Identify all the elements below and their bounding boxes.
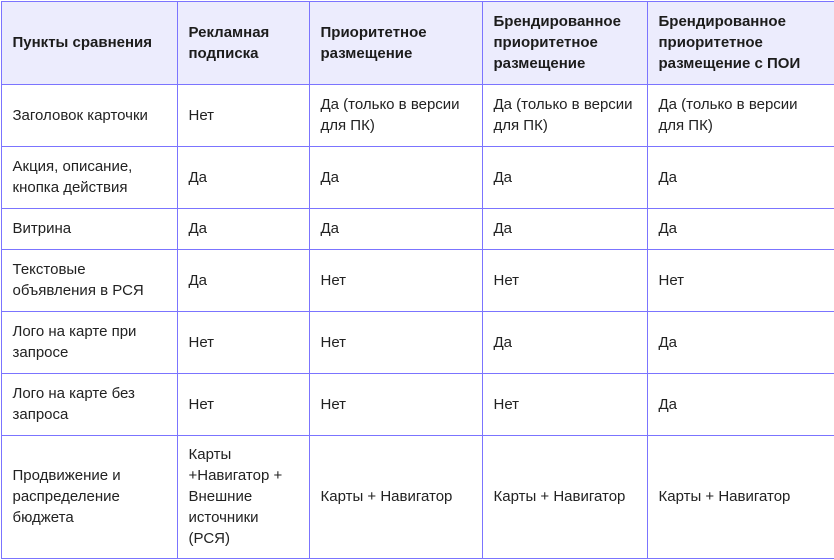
header-branded-priority-placement-poi: Брендированное приоритетное размещение с ПОИ (647, 1, 834, 84)
table-cell: Нет (309, 249, 482, 311)
table-cell: Да (309, 208, 482, 249)
table-cell: Да (только в версии для ПК) (309, 84, 482, 146)
row-label: Продвижение и распределение бюджета (1, 435, 177, 558)
comparison-table (1, 1, 834, 559)
table-row (1, 249, 834, 311)
header-branded-priority-placement: Брендированное приоритетное размещение (482, 1, 647, 84)
table-cell: Да (647, 208, 834, 249)
table-cell: Да (482, 146, 647, 208)
table-body (1, 84, 834, 558)
row-label: Лого на карте без запроса (1, 373, 177, 435)
row-label: Лого на карте при запросе (1, 311, 177, 373)
row-label: Заголовок карточки (1, 84, 177, 146)
table-cell: Да (только в версии для ПК) (647, 84, 834, 146)
table-cell: Да (309, 146, 482, 208)
table-cell: Нет (177, 84, 309, 146)
table-cell: Нет (177, 311, 309, 373)
table-cell: Да (482, 208, 647, 249)
table-row (1, 311, 834, 373)
table-row (1, 373, 834, 435)
table-cell: Нет (647, 249, 834, 311)
table-header (1, 1, 834, 84)
table-cell: Карты + Навигатор (309, 435, 482, 558)
header-priority-placement: Приоритетное размещение (309, 1, 482, 84)
table-cell: Карты + Навигатор (647, 435, 834, 558)
table-cell: Да (177, 249, 309, 311)
table-row (1, 84, 834, 146)
header-comparison-points: Пункты сравнения (1, 1, 177, 84)
header-ad-subscription: Рекламная подписка (177, 1, 309, 84)
table-cell: Да (482, 311, 647, 373)
table-cell: Карты +Навигатор + Внешние источники (РСЯ) (177, 435, 309, 558)
table-cell: Да (647, 373, 834, 435)
header-row (1, 1, 834, 84)
table-cell: Да (647, 146, 834, 208)
table-cell: Карты + Навигатор (482, 435, 647, 558)
row-label: Акция, описание, кнопка действия (1, 146, 177, 208)
table-cell: Нет (482, 249, 647, 311)
table-cell: Нет (482, 373, 647, 435)
table-cell: Да (647, 311, 834, 373)
row-label: Витрина (1, 208, 177, 249)
table-cell: Нет (309, 311, 482, 373)
table-row (1, 146, 834, 208)
row-label: Текстовые объявления в РСЯ (1, 249, 177, 311)
table-cell: Да (только в версии для ПК) (482, 84, 647, 146)
table-cell: Да (177, 146, 309, 208)
table-row (1, 208, 834, 249)
table-cell: Да (177, 208, 309, 249)
table-cell: Нет (177, 373, 309, 435)
table-row (1, 435, 834, 558)
table-cell: Нет (309, 373, 482, 435)
